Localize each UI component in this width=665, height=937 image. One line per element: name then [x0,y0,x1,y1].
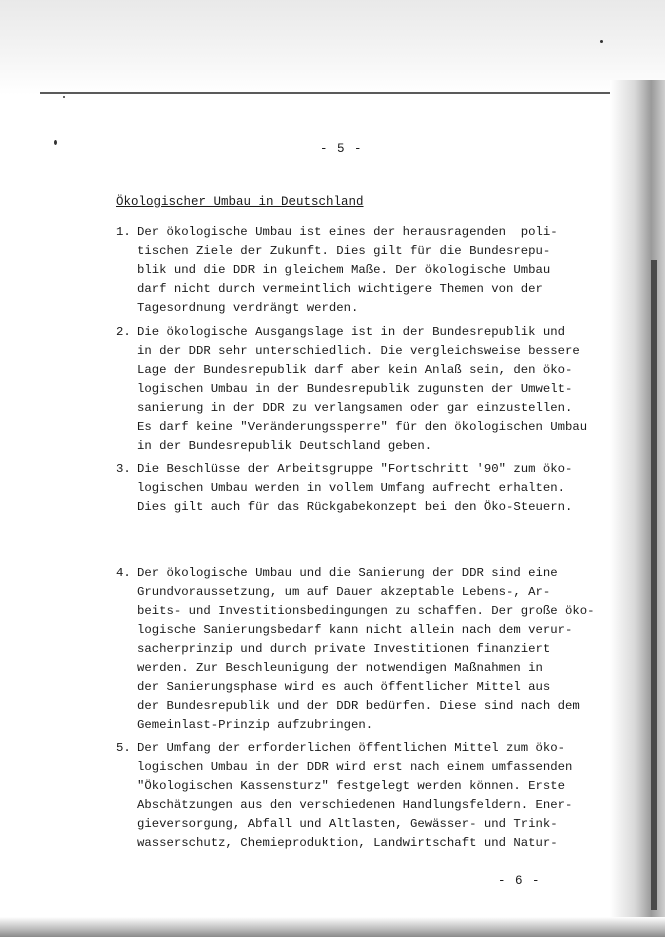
text-line: sanierung in der DDR zu verlangsamen oder gar einzustellen. [137,401,573,415]
text-line: Die ökologische Ausgangslage ist in der Bundesrepublik und [137,325,566,339]
list-item [116,564,595,735]
text-line: logischen Umbau werden in vollem Umfang aufrecht erhalten. [137,481,566,495]
page-number-bottom: - 6 - [498,874,541,888]
list-item-number: 3. [116,462,131,476]
text-line: logische Sanierungsbedarf kann nicht allein nach dem verur- [137,623,573,637]
text-line: blik und die DDR in gleichem Maße. Der ökologische Umbau [137,263,551,277]
list-item-number: 2. [116,325,131,339]
list-item [116,223,558,318]
list-item-number: 4. [116,566,131,580]
text-line: beits- und Investitionsbedingungen zu schaffen. Der große öko- [137,604,595,618]
text-line: Der Umfang der erforderlichen öffentlichen Mittel zum öko- [137,741,566,755]
text-line: Der ökologische Umbau ist eines der herausragenden poli- [137,225,558,239]
text-line: Dies gilt auch für das Rückgabekonzept bei den Öko-Steuern. [137,500,573,514]
scan-shadow-bottom [0,917,665,937]
text-line: in der DDR sehr unterschiedlich. Die vergleichsweise bessere [137,344,580,358]
text-line: wasserschutz, Chemieproduktion, Landwirtschaft und Natur- [137,836,558,850]
list-item [116,739,572,853]
text-line: Es darf keine "Veränderungssperre" für den ökologischen Umbau [137,420,588,434]
text-line: tischen Ziele der Zukunft. Dies gilt für die Bundesrepu- [137,244,551,258]
text-line: Grundvoraussetzung, um auf Dauer akzeptable Lebens-, Ar- [137,585,551,599]
scan-speck [54,140,57,145]
scan-edge-right [651,260,657,910]
text-line: sacherprinzip und durch private Investitionen finanziert [137,642,551,656]
list-item [116,460,572,517]
page-number-top: - 5 - [320,142,363,156]
scan-shadow-top [0,0,665,95]
text-line: Gemeinlast-Prinzip aufzubringen. [137,718,374,732]
text-line: darf nicht durch vermeintlich wichtigere Themen von der [137,282,543,296]
text-line: werden. Zur Beschleunigung der notwendigen Maßnahmen in [137,661,543,675]
text-line: logischen Umbau in der Bundesrepublik zugunsten der Umwelt- [137,382,573,396]
text-line: Die Beschlüsse der Arbeitsgruppe "Fortschritt '90" zum öko- [137,462,573,476]
text-line: Tagesordnung verdrängt werden. [137,301,359,315]
text-line: Abschätzungen aus den verschiedenen Handlungsfeldern. Ener- [137,798,573,812]
list-item-number: 1. [116,225,131,239]
section-heading: Ökologischer Umbau in Deutschland [116,195,364,209]
text-line: Der ökologische Umbau und die Sanierung der DDR sind eine [137,566,558,580]
text-line: gieversorgung, Abfall und Altlasten, Gewässer- und Trink- [137,817,558,831]
scan-speck [600,40,603,43]
text-line: logischen Umbau in der DDR wird erst nach einem umfassenden [137,760,573,774]
list-item-number: 5. [116,741,131,755]
scan-speck [63,96,65,98]
text-line: Lage der Bundesrepublik darf aber kein Anlaß sein, den öko- [137,363,573,377]
scan-edge-line [40,92,640,94]
text-line: in der Bundesrepublik Deutschland geben. [137,439,433,453]
text-line: der Bundesrepublik und der DDR bedürfen. Diese sind nach dem [137,699,580,713]
text-line: "Ökologischen Kassensturz" festgelegt werden können. Erste [137,779,566,793]
list-item [116,323,587,456]
text-line: der Sanierungsphase wird es auch öffentlicher Mittel aus [137,680,551,694]
